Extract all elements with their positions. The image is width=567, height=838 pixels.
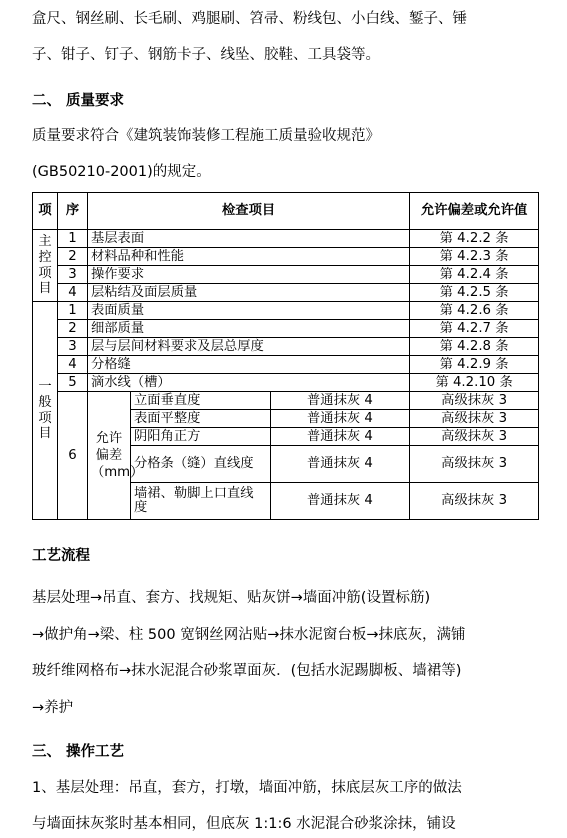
subrow-item: 表面平整度	[130, 410, 270, 428]
table-row	[33, 374, 539, 392]
row-index: 3	[57, 266, 87, 284]
subrow-item: 阴阳角正方	[130, 428, 270, 446]
row-item: 材料品种和性能	[87, 248, 409, 266]
header-category: 项	[33, 193, 58, 230]
row-value: 第 4.2.2 条	[410, 230, 539, 248]
process-heading: 工艺流程	[32, 548, 90, 564]
row-value: 第 4.2.5 条	[410, 284, 539, 302]
table-row	[33, 230, 539, 248]
general-group-label: 一般项目	[33, 302, 58, 520]
operation-heading: 三、 操作工艺	[32, 744, 125, 760]
table-row	[33, 302, 539, 320]
row-item: 细部质量	[87, 320, 409, 338]
subrow-item: 分格条（缝）直线度	[130, 446, 270, 483]
row-index: 5	[57, 374, 87, 392]
header-tolerance: 允许偏差或允许值	[410, 193, 539, 230]
row-item: 操作要求	[87, 266, 409, 284]
row-item: 层粘结及面层质量	[87, 284, 409, 302]
row-index: 1	[57, 302, 87, 320]
tolerance-label: 允许偏差（mm）	[87, 392, 130, 520]
subrow-advanced: 高级抹灰 3	[410, 446, 539, 483]
table-row	[33, 284, 539, 302]
header-index: 序	[57, 193, 87, 230]
quality-table	[32, 192, 539, 520]
row-index: 3	[57, 338, 87, 356]
table-header-row	[33, 193, 539, 230]
process-line-2: →做护角→梁、柱 500 宽钢丝网沾贴→抹水泥窗台板→抹底灰，满铺	[32, 627, 466, 643]
row-index: 6	[57, 392, 87, 520]
row-value: 第 4.2.6 条	[410, 302, 539, 320]
header-check-item: 检查项目	[87, 193, 409, 230]
table-row	[33, 248, 539, 266]
intro-line-2: 子、钳子、钉子、钢筋卡子、线坠、胶鞋、工具袋等。	[32, 47, 380, 63]
table-row	[33, 266, 539, 284]
row-item: 层与层间材料要求及层总厚度	[87, 338, 409, 356]
subrow-item: 立面垂直度	[130, 392, 270, 410]
quality-paragraph-line-2: (GB50210-2001)的规定。	[32, 164, 211, 180]
subrow-advanced: 高级抹灰 3	[410, 392, 539, 410]
subrow-normal: 普通抹灰 4	[270, 428, 410, 446]
subrow-normal: 普通抹灰 4	[270, 410, 410, 428]
row-index: 4	[57, 356, 87, 374]
subrow-advanced: 高级抹灰 3	[410, 428, 539, 446]
table-row	[33, 320, 539, 338]
subrow-normal: 普通抹灰 4	[270, 392, 410, 410]
main-group-label: 主控项目	[33, 230, 58, 302]
table-row	[33, 392, 539, 410]
row-value: 第 4.2.10 条	[410, 374, 539, 392]
subrow-advanced: 高级抹灰 3	[410, 410, 539, 428]
quality-paragraph-line-1: 质量要求符合《建筑装饰装修工程施工质量验收规范》	[32, 128, 380, 144]
row-value: 第 4.2.7 条	[410, 320, 539, 338]
row-item: 表面质量	[87, 302, 409, 320]
subrow-normal: 普通抹灰 4	[270, 446, 410, 483]
quality-heading: 二、 质量要求	[32, 93, 125, 109]
operation-line-2: 与墙面抹灰浆时基本相同，但底灰 1:1:6 水泥混合砂浆涂抹，铺设	[32, 816, 456, 832]
intro-line-1: 盒尺、钢丝刷、长毛刷、鸡腿刷、笤帚、粉线包、小白线、錾子、锤	[32, 11, 467, 27]
row-index: 2	[57, 248, 87, 266]
subrow-advanced: 高级抹灰 3	[410, 483, 539, 520]
process-line-1: 基层处理→吊直、套方、找规矩、贴灰饼→墙面冲筋(设置标筋)	[32, 590, 431, 606]
row-value: 第 4.2.4 条	[410, 266, 539, 284]
row-item: 滴水线（槽）	[87, 374, 409, 392]
row-index: 4	[57, 284, 87, 302]
table-row	[33, 338, 539, 356]
row-index: 1	[57, 230, 87, 248]
subrow-item: 墙裙、勒脚上口直线度	[130, 483, 270, 520]
row-index: 2	[57, 320, 87, 338]
row-value: 第 4.2.9 条	[410, 356, 539, 374]
row-item: 分格缝	[87, 356, 409, 374]
subrow-normal: 普通抹灰 4	[270, 483, 410, 520]
process-line-4: →养护	[32, 700, 74, 716]
row-value: 第 4.2.8 条	[410, 338, 539, 356]
process-line-3: 玻纤维网格布→抹水泥混合砂浆罩面灰．(包括水泥踢脚板、墙裙等)	[32, 663, 462, 679]
row-item: 基层表面	[87, 230, 409, 248]
table-row	[33, 356, 539, 374]
operation-line-1: 1、基层处理：吊直，套方，打墩，墙面冲筋，抹底层灰工序的做法	[32, 780, 462, 796]
row-value: 第 4.2.3 条	[410, 248, 539, 266]
